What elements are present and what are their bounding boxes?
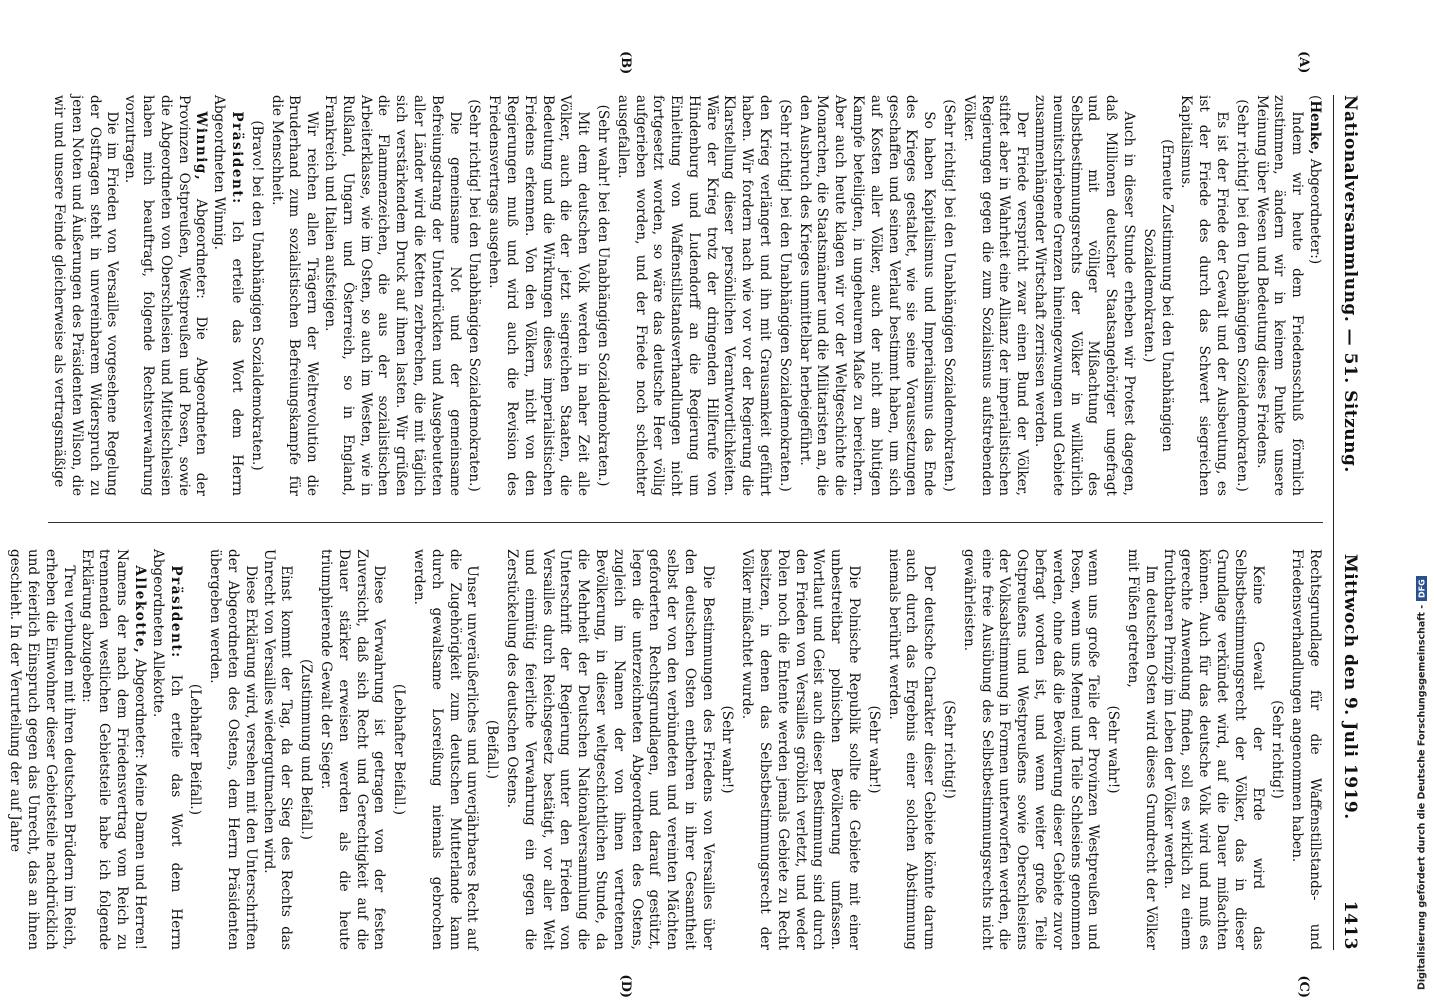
paragraph: den Krieg verlängert und ihn mit Grausamkeit geführt haben. Wir fordern nach wie vor vor der Regierung die Klarstellung dieser persönlichen Verantwortlichkeiten. Wäre der Krieg trotz der dringenden Hilferufe von Hindenburg und Ludendorff an die Regierung um Einleitung von Waffenstillstandsverhandlungen nicht fortgesetzt worden, so wäre das deutsche Heer völlig aufgerieben worden, und der Friede noch schlechter ausgefallen. [614, 95, 774, 496]
margin-marker-a: (A) [1296, 51, 1311, 74]
interjection: (Erneute Zustimmung bei den Unabhängigen Sozialdemokraten.) [1140, 139, 1175, 452]
interjection: (Lebhafter Beifall.) [187, 683, 204, 816]
paragraph: Auch in dieser Stunde erheben wir Protest dagegen, daß Millionen deutscher Staatsangehöriger ungefragt und mit völliger Mißachtung des Selbstbestimmungsrechts der Völker in willkürlich neumitschriebene Grenzen hineingezwungen und Gebiete zusammenhängender Wirtschaft zerrissen werden. [1032, 95, 1138, 496]
interjection: (Lebhafter Beifall.) [391, 683, 408, 816]
speaker-line [120, 95, 209, 496]
paragraph: So haben Kapitalismus und Imperialismus das Ende des Krieges gestaltet, wie sie seine Voraussetzungen geschaffen und seinen Verlauf bestimmt haben, um sich auf Kosten aller Völker, auch der nicht am blutigen Kampfe beteiligten, in ungeheurem Maße zu bereichern. Aber auch heute klagen wir vor der Weltgeschichte die Monarchen, die Staatsmänner und die Militaristen an, die den Ausbruch des Krieges unmittelbar herbeigeführt. [796, 95, 938, 496]
text-columns [7, 51, 1323, 998]
page-number: 1413 [1340, 900, 1360, 950]
speaker-name: Winnig, [193, 111, 210, 182]
speaker-line [77, 549, 148, 950]
interjection: (Bravo! bei den Unabhängigen Sozialdemokraten.) [248, 120, 265, 471]
president-text: Ich erteile das Wort dem Herrn Abgeordneten Winnig. [211, 95, 245, 496]
speaker-text: Abgeordneter: Meine Damen und Herren! Namens der nach dem Friedensvertrag vom Reich zu trennenden westlichen Gebietsteile habe ich folgende Erklärung abzugeben: [78, 549, 148, 950]
speaker-role: Abgeordneter: [1307, 154, 1323, 259]
interjection: (Sehr richtig! bei den Unabhängigen Sozialdemokraten.) [776, 99, 793, 492]
speaker-line: (Henke, Abgeordneter:) [1307, 95, 1323, 265]
paragraph: Treu verbunden mit ihren deutschen Brüdern im Reich, erheben die Einwohner dieser Gebietsteile nachdrücklich und feierlich Einspruch gegen das Unrecht, das an ihnen geschieht. In der Verurteilung der auf Jahre [7, 549, 77, 950]
column-divider [48, 522, 1323, 523]
speaker-text: Abgeordneter: Die Abgeordneten der Provinzen Ostpreußen, Westpreußen und Posen, sowie die Abgeordneten von Oberschlesien und Mittelschlesien haben mich beauftragt, folgende Rechtsverwahrung vorzutragen. [122, 95, 210, 496]
paragraph: Unser unveräußerliches und unverjährbares Recht auf die Zugehörigkeit zum deutschen Mutterlande kann durch gewaltsame Losreißung niemals gebrochen werden. [410, 549, 481, 950]
interjection: (Sehr richtig! bei den Unabhängigen Sozialdemokraten.) [941, 99, 958, 492]
interjection: (Beifall.) [484, 719, 501, 780]
paragraph: Die Bestimmungen des Friedens von Versailles über den deutschen Osten entbehren in ihrer Gesamtheit selbst der von den verbündeten und vereinten Mächten geforderten Rechtsgrundlagen, und darauf gestützt, legen die unterzeichneten Abgeordneten des Ostens, zugleich im Namen der von ihnen vertretenen Bevölkerung, in dieser weltgeschichtlichen Stunde, da die Mehrheit der Deutschen Nationalversammlung die Unterschrift der Regierung unter den Frieden von Versailles durch Reichsgesetz bestätigt, vor aller Welt und einmütig feierliche Verwahrung ein gegen die Zerstückelung des deutschen Ostens. [503, 549, 716, 950]
president-text: Ich erteile das Wort dem Herrn Abgeordneten Allekotte. [149, 549, 184, 950]
president-line [209, 95, 245, 496]
paragraph: Rechtsgrundlage für die Waffenstillstands- und Friedensverhandlungen angenommen haben. [1289, 549, 1323, 950]
speaker-name: Allekotte, [132, 565, 148, 655]
speaker-name: Henke, [1307, 100, 1323, 155]
header-left: Nationalversammlung. — 51. Sitzung. [1340, 95, 1360, 473]
digitization-text: Digitalisierung gefördert durch die Deutsche Forschungsgemeinschaft - [1416, 604, 1428, 990]
paragraph: Einst kommt der Tag, da der Sieg des Rechts das Unrecht von Versailles wiedergutmachen wird. [260, 549, 295, 950]
interjection: (Sehr wahr!) [1105, 705, 1122, 794]
margin-marker-d: (D) [618, 974, 633, 998]
interjection: (Sehr wahr!) [865, 705, 882, 794]
header-date: Mittwoch den 9. Juli 1919. [1340, 553, 1360, 820]
dfg-logo: DFG [1417, 576, 1428, 601]
digitization-note [1413, 10, 1431, 990]
paragraph: Die gemeinsame Not und der gemeinsame Befreiungsdrang der Unterdrückten und Ausgebeuteten aller Länder wird die Ketten zerbrechen, die mit täglich sich verstärkendem Druck auf ihnen lasten. Wir grüßen die Flammenzeichen, die aus der sozialistischen Arbeiterklasse, wie im Osten, so auch im Westen, wie in Rußland, Ungarn und Österreich, so in England, Frankreich und Italien aufsteigen. [321, 95, 463, 496]
paragraph: Mit dem deutschen Volk werden in naher Zeit alle Völker, auch die der jetzt siegreichen Staaten, die Bedeutung und die Wirkungen dieses imperialistischen Friedens erkennen. Von den Völkern, nicht von den Regierungen muß und wird auch die Revision des Friedensvertrags ausgehen. [486, 95, 592, 496]
paragraph: Diese Verwahrung ist getragen von der festen Zuversicht, daß sich Recht und Gerechtigkeit auf die Dauer stärker erweisen werden als die heute triumphierende Gewalt der Sieger. [317, 549, 388, 950]
paragraph: Im deutschen Osten wird dieses Grundrecht der Völker mit Füßen getreten, [1125, 549, 1159, 950]
paragraph: Wir reichen allen Trägern der Weltrevolution die Bruderhand zum sozialistischen Befreiungskampfe für die Menschheit. [268, 95, 321, 496]
president-line [148, 549, 184, 950]
paragraph: Indem wir heute dem Friedensschluß förmlich zustimmen, ändern wir in keinem Punkte unsere Meinung über Wesen und Bedeutung dieses Friedens. [1253, 95, 1306, 496]
president-label: Präsident: [228, 111, 245, 205]
page-header [1333, 95, 1360, 950]
paragraph: Der Friede verspricht zwar einen Bund der Völker, stiftet aber in Wahrheit eine Allianz der imperialistischen Regierungen gegen die zum Sozialismus aufstrebenden Völker. [960, 95, 1031, 496]
paragraph: Keine Gewalt der Erde wird das Selbstbestimmungsrecht der Völker, das in dieser Grundlage verkündet wird, auf die Dauer mißachten können. Auch für das deutsche Volk wird und muß es gerechte Anwendung finden, soll es wirklich zu einem fruchtbaren Prinzip im Leben der Völker werden. [1160, 549, 1266, 950]
paragraph: Diese Erklärung wird, versehen mit den Unterschriften der Abgeordneten des Ostens, dem Herrn Präsidenten übergeben werden. [207, 549, 259, 950]
right-column [7, 549, 1323, 950]
interjection: (Sehr richtig!) [941, 700, 958, 799]
interjection: (Zustimmung und Beifall.) [298, 659, 315, 840]
margin-marker-b: (B) [618, 51, 633, 75]
interjection: (Sehr wahr! bei den Unabhängigen Sozialdemokraten.) [594, 104, 611, 487]
left-column [48, 95, 1323, 496]
interjection: (Sehr richtig! bei den Unabhängigen Sozialdemokraten.) [1233, 99, 1250, 492]
interjection: (Sehr richtig!) [1269, 700, 1286, 799]
paragraph: Es ist der Friede der Gewalt und der Ausbeutung, es ist der Friede des durch das Schwert siegreichen Kapitalismus. [1178, 95, 1231, 496]
paragraph: wenn uns große Teile der Provinzen Westpreußen und Posen, wenn uns Memel und Teile Schlesiens genommen werden, ohne daß die Bevölkerung dieser Gebiete zuvor befragt worden ist, und wenn weiter große Teile Ostpreußens und Westpreußens sowie Oberschlesiens der Volksabstimmung in Formen unterworfen werden, die eine freie Ausübung des Selbstbestimmungsrechts nicht gewährleisten. [960, 549, 1102, 950]
interjection: (Sehr wahr!) [719, 705, 736, 794]
paragraph: Die im Frieden von Versailles vorgesehene Regelung der Ostfragen steht in unvereinbarem Widerspruch zu jenen Noten und Äußerungen des Präsidenten Wilson, die wir und unsere Feinde gleicherweise als vertragsmäßige [51, 95, 121, 496]
interjection: (Sehr richtig! bei den Unabhängigen Sozialdemokraten.) [466, 99, 483, 492]
president-label: Präsident: [167, 565, 184, 659]
paragraph: Der deutsche Charakter dieser Gebiete könnte darum auch durch das Ergebnis einer solchen Abstimmung niemals berührt werden. [885, 549, 938, 950]
margin-marker-c: (C) [1296, 975, 1311, 998]
paragraph: Die Polnische Republik sollte die Gebiete mit einer unbestreitbar polnischen Bevölkerung umfassen. Wortlaut und Geist auch dieser Bestimmung sind durch den Frieden von Versailles gröblich verletzt, und weder Polen noch die Entente werden jemals Gebiete zu Recht besitzen, in denen das Selbstbestimmungsrecht der Völker mißachtet wurde. [739, 549, 863, 950]
